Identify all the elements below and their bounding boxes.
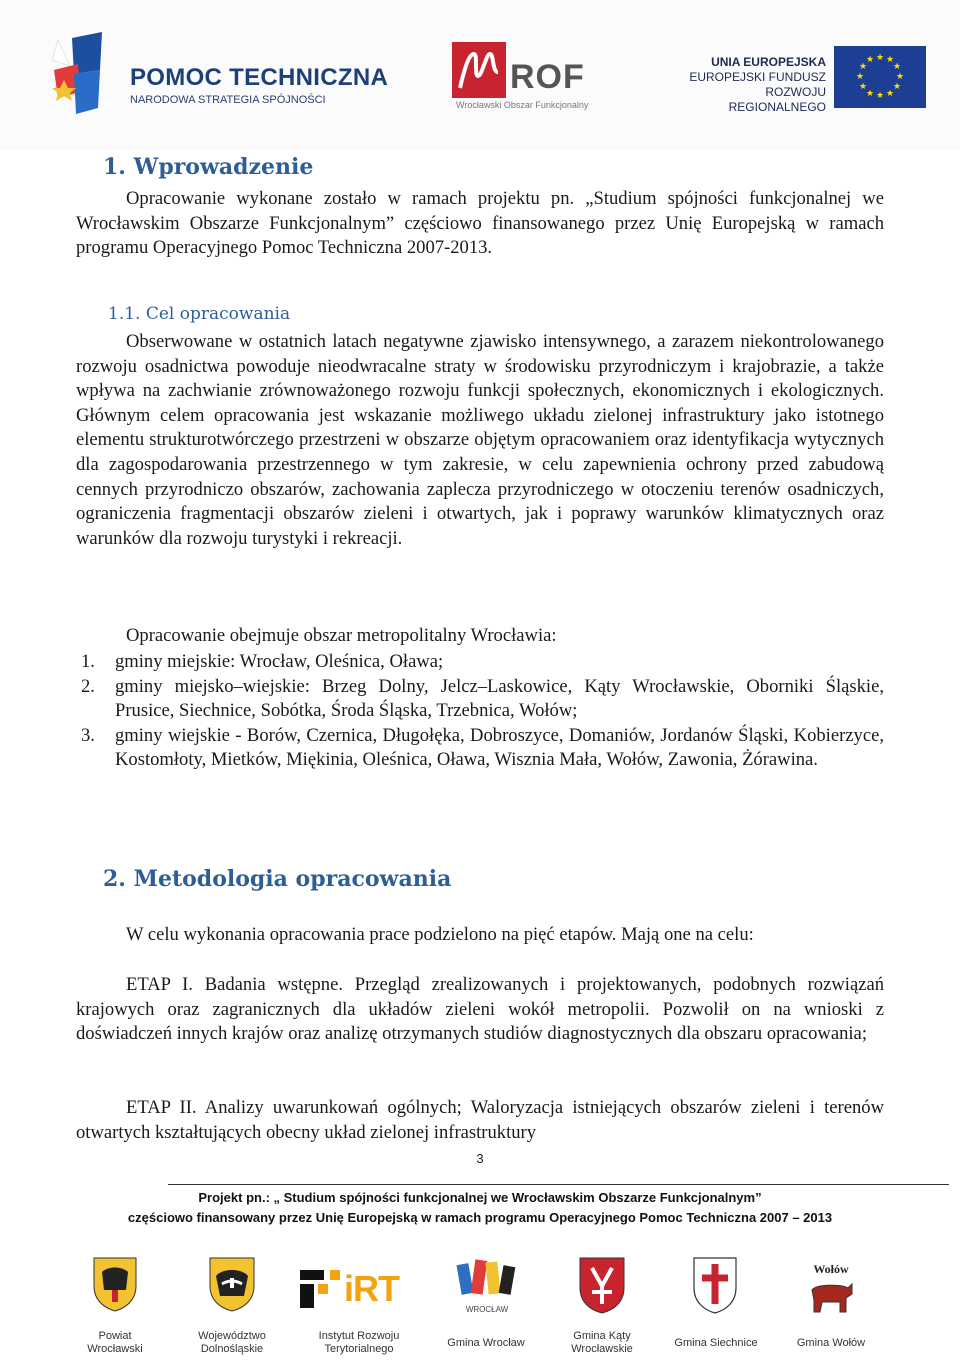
svg-text:★: ★ (895, 72, 905, 82)
caption-line: Instytut Rozwoju (318, 1330, 400, 1342)
logo-caption-katy (542, 1330, 662, 1356)
footer-funding-line: częściowo finansowany przez Unię Europejską w ramach programu Operacyjnego Pomoc Techniczna 2007 – 2013 (127, 1210, 833, 1225)
pomoc-techniczna-logo (50, 30, 389, 125)
gmina-siechnice-crest-icon (692, 1256, 738, 1314)
caption-line: Terytorialnego (324, 1343, 394, 1355)
footer-project-line: Projekt pn.: „ Studium spójności funkcjonalnej we Wrocławskim Obszarze Funkcjonalnym” (198, 1190, 762, 1205)
powiat-wroclawski-crest-icon (92, 1256, 138, 1312)
list-item (78, 675, 884, 724)
pomoc-techniczna-emblem (50, 30, 110, 125)
pomoc-techniczna-title: POMOC TECHNICZNA (130, 64, 389, 91)
ue-line-1: UNIA EUROPEJSKA (711, 55, 826, 69)
etap-1-paragraph: ETAP I. Badania wstępne. Przegląd zrealizowanych i projektowanych, podobnych rozwiązań krajowych oraz zagranicznych dla układów zieleni wokół metropolii. Pozwolił on na wnioski z doświadczeń innych krajów oraz analizę otrzymanych studiów diagnostycznych dla obszaru opracowania; (76, 974, 884, 1045)
svg-text:★: ★ (892, 62, 902, 72)
logo-caption-wroclaw (426, 1337, 546, 1350)
svg-text:★: ★ (865, 55, 875, 65)
svg-text:★: ★ (875, 53, 885, 63)
eu-flag-icon (834, 46, 926, 108)
rof-logo (452, 42, 592, 114)
irt-squares-icon (300, 1270, 340, 1310)
ue-text (668, 55, 826, 115)
section-1-heading: 1. Wprowadzenie (103, 154, 314, 180)
logo-caption-wolow (771, 1337, 891, 1350)
svg-text:★: ★ (865, 89, 875, 99)
ue-line-3: ROZWOJU REGIONALNEGO (728, 85, 826, 114)
section-2-heading: 2. Metodologia opracowania (103, 866, 452, 892)
svg-text:★: ★ (858, 82, 868, 92)
caption-line: Gmina Wołów (796, 1337, 866, 1349)
list-item (78, 724, 884, 773)
logo-caption-wojewodztwo (172, 1330, 292, 1356)
caption-line: Wrocławski (87, 1343, 143, 1355)
caption-line: Powiat (98, 1330, 132, 1342)
svg-text:★: ★ (855, 72, 865, 82)
caption-line: Gmina Wrocław (447, 1337, 525, 1349)
irt-logo (300, 1266, 420, 1314)
list-item-number: 3. (81, 724, 95, 746)
list-item-number: 2. (81, 675, 95, 697)
list-item-number: 1. (81, 651, 95, 672)
goal-paragraph: Obserwowane w ostatnich latach negatywne zjawisko intensywnego, a zarazem niekontrolowanego rozwoju osadnictwa powoduje nieodwracalne straty w środowisku przyrodniczym i krajobrazie, a także wpływa na zachwianie zrównoważonego rozwoju funkcji społecznych, ekonomicznych i ekologicznych. Głównym celem opracowania jest wskazanie możliwego układu zielonej infrastruktury jako istotnego elementu strukturotwórczego przestrzeni w obszarze objętym opracowaniem oraz identyfikacja wytycznych dla zagospodarowania przestrzennego w tym zakresie, w celu zapewnienia ochrony przed zabudową cennych przyrodniczo obszarów, zachowania zaplecza przyrodniczego w otoczeniu terenów osadniczych, ograniczenia fragmentacji obszarów zieleni i otwartych, jak i poprawy warunków klimatycznych oraz warunków dla rozwoju turystyki i rekreacji. (76, 331, 884, 549)
header-logos (0, 0, 960, 150)
ox-icon (806, 1276, 856, 1320)
caption-line: Dolnośląskie (200, 1343, 264, 1355)
caption-line: Województwo (198, 1330, 266, 1342)
gmina-wolow-crest (806, 1262, 856, 1320)
section-1-1-heading: 1.1. Cel opracowania (108, 304, 291, 324)
caption-line: Gmina Kąty (573, 1330, 631, 1342)
list-item (78, 650, 884, 675)
svg-text:★: ★ (875, 91, 885, 101)
ue-line-2: EUROPEJSKI FUNDUSZ (689, 70, 826, 84)
methodology-intro: W celu wykonania opracowania prace podzielono na pięć etapów. Mają one na celu: (126, 924, 754, 945)
municipality-list (78, 650, 884, 773)
svg-text:★: ★ (892, 82, 902, 92)
rof-emblem-icon (452, 42, 506, 98)
wojewodztwo-dolnoslaskie-crest-icon (208, 1256, 256, 1312)
footer-divider (168, 1184, 949, 1185)
irt-mark: iRT (344, 1268, 399, 1309)
etap-2-paragraph: ETAP II. Analizy uwarunkowań ogólnych; Waloryzacja istniejących obszarów zieleni i terenów otwartych kształtujących obecny układ zielonej infrastruktury (76, 1097, 884, 1143)
svg-text:★: ★ (885, 89, 895, 99)
logo-caption-siechnice (656, 1337, 776, 1350)
gmina-katy-wroclawskie-crest-icon (578, 1256, 626, 1314)
wolow-mark: Wołów (813, 1262, 849, 1276)
pomoc-techniczna-subtitle: NARODOWA STRATEGIA SPÓJNOŚCI (130, 94, 326, 106)
logo-caption-powiat (55, 1330, 175, 1356)
list-item-text: gminy miejsko–wiejskie: Brzeg Dolny, Jelcz–Laskowice, Kąty Wrocławskie, Oborniki Śląskie, Prusice, Siechnice, Sobótka, Środa Śląska, Trzebnica, Wołów; (115, 675, 884, 722)
page-number: 3 (476, 1151, 484, 1166)
list-item-text: gminy miejskie: Wrocław, Oleśnica, Oława; (115, 651, 444, 672)
scope-intro: Opracowanie obejmuje obszar metropolitalny Wrocławia: (126, 625, 557, 646)
logo-caption-irt (299, 1330, 419, 1356)
caption-line: Wrocławskie (571, 1343, 633, 1355)
intro-paragraph: Opracowanie wykonane zostało w ramach projektu pn. „Studium spójności funkcjonalnej we Wrocławskim Obszarze Funkcjonalnym” częściowo finansowanego przez Unię Europejską w ramach programu Operacyjnego Pomoc Techniczna 2007-2013. (76, 188, 884, 259)
svg-text:★: ★ (858, 62, 868, 72)
wroclaw-mark: WROCŁAW (465, 1305, 509, 1314)
rof-title: ROF (510, 58, 585, 96)
gmina-wroclaw-logo-icon (455, 1256, 519, 1316)
list-item-text: gminy wiejskie - Borów, Czernica, Długołęka, Dobroszyce, Domaniów, Jordanów Śląski, Kobierzyce, Kostomłoty, Mietków, Miękinia, Oleśnica, Oława, Wisznia Mała, Wołów, Zawonia, Żórawina. (115, 724, 884, 771)
caption-line: Gmina Siechnice (674, 1337, 758, 1349)
svg-text:★: ★ (885, 55, 895, 65)
rof-subtitle: Wrocławski Obszar Funkcjonalny (456, 100, 589, 110)
